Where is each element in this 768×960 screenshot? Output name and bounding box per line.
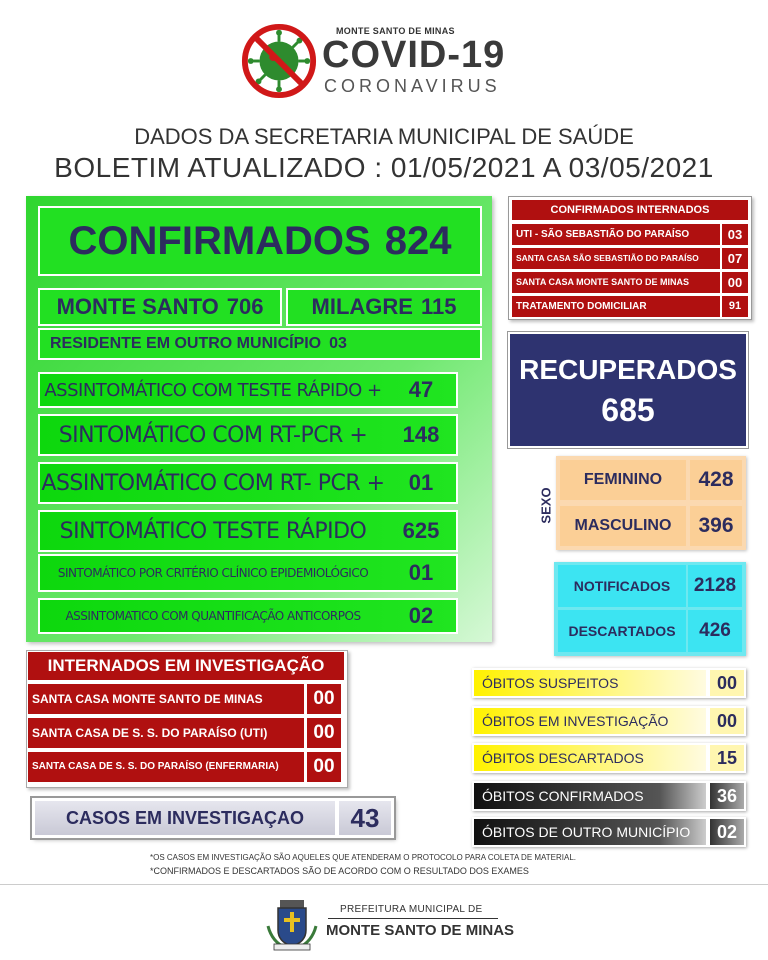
category-value: 01	[408, 470, 434, 495]
city-value: 706	[226, 294, 264, 319]
city-label: MONTE SANTO	[56, 294, 219, 319]
cases-value: 43	[339, 801, 391, 835]
city-monte-santo	[38, 288, 282, 326]
recovered-label: RECUPERADOS	[519, 354, 737, 385]
category-value: 148	[402, 422, 440, 447]
deaths-label: ÓBITOS SUSPEITOS	[474, 670, 706, 696]
header-subtitle: CORONAVIRUS	[324, 76, 501, 96]
footnote: *OS CASOS EM INVESTIGAÇÃO SÃO AQUELES QUE ATENDERAM O PROTOCOLO PARA COLETA DE MATERIAL.	[150, 853, 577, 862]
deaths-value: 00	[710, 670, 744, 696]
investigation-title: INTERNADOS EM INVESTIGAÇÃO	[28, 652, 344, 680]
page-title: BOLETIM ATUALIZADO : 01/05/2021 A 03/05/2021	[54, 152, 714, 183]
category-row	[38, 414, 458, 456]
hospitalized-value: 03	[722, 224, 748, 245]
deaths-label: ÓBITOS DESCARTADOS	[474, 745, 706, 771]
hospitalized-row	[512, 296, 748, 317]
city-label: MILAGRE	[311, 294, 413, 319]
hospitalized-title: CONFIRMADOS INTERNADOS	[512, 200, 748, 220]
city-value: 115	[420, 294, 457, 319]
hospitalized-row	[512, 272, 748, 293]
category-label: SINTOMÁTICO POR CRITÉRIO CLÍNICO EPIDEMIOLÓGICO	[57, 566, 369, 580]
category-row	[38, 554, 458, 592]
cases-label: CASOS EM INVESTIGAÇAO	[35, 801, 335, 835]
investigation-label: SANTA CASA MONTE SANTO DE MINAS	[28, 684, 304, 714]
category-label: SINTOMÁTICO COM RT-PCR +	[58, 422, 368, 448]
deaths-value: 02	[710, 819, 744, 845]
footer-divider	[0, 884, 768, 885]
notification-row	[558, 565, 742, 607]
confirmed-label: CONFIRMADOS	[68, 218, 371, 263]
deaths-row	[472, 781, 746, 811]
investigation-value: 00	[307, 752, 341, 782]
category-row	[38, 372, 458, 408]
confirmed-total	[38, 206, 482, 276]
category-label: SINTOMÁTICO TESTE RÁPIDO	[59, 518, 367, 544]
category-row	[38, 510, 458, 552]
header-city: MONTE SANTO DE MINAS	[336, 26, 455, 36]
footer-prefecture: PREFEITURA MUNICIPAL DE	[340, 904, 483, 915]
hospitalized-label: UTI - SÃO SEBASTIÃO DO PARAÍSO	[512, 224, 720, 245]
category-row	[38, 598, 458, 634]
category-label: ASSINTOMÁTICO COM TESTE RÁPIDO +	[44, 379, 382, 401]
category-value: 02	[408, 603, 434, 628]
header	[0, 0, 768, 120]
category-label: ASSINTOMÁTICO COM RT- PCR +	[41, 470, 385, 496]
hospitalized-row	[512, 224, 748, 245]
recovered-value: 685	[601, 392, 655, 428]
sex-row-label: MASCULINO	[560, 506, 686, 546]
hospitalized-label: TRATAMENTO DOMICILIAR	[512, 296, 720, 317]
notification-value: 2128	[688, 565, 742, 607]
hospitalized-label: SANTA CASA SÃO SEBASTIÃO DO PARAÍSO	[512, 248, 720, 269]
virus-prohibited-icon	[240, 22, 318, 100]
notification-label: DESCARTADOS	[558, 610, 686, 652]
recovered-box	[508, 332, 748, 448]
header-brand: COVID-19	[322, 34, 506, 76]
hospitalized-value: 91	[722, 296, 748, 317]
deaths-row	[472, 743, 746, 773]
city-milagre	[286, 288, 482, 326]
category-value: 47	[408, 377, 434, 402]
deaths-label: ÓBITOS CONFIRMADOS	[474, 783, 706, 809]
footnote: *CONFIRMADOS E DESCARTADOS SÃO DE ACORDO COM O RESULTADO DOS EXAMES	[150, 866, 529, 876]
category-row	[38, 462, 458, 504]
cases-under-investigation	[32, 798, 394, 838]
investigation-row	[28, 684, 341, 714]
sex-row-label: FEMININO	[560, 460, 686, 500]
hospitalized-label: SANTA CASA MONTE SANTO DE MINAS	[512, 272, 720, 293]
hospitalized-value: 00	[722, 272, 748, 293]
deaths-label: ÓBITOS DE OUTRO MUNICÍPIO	[474, 819, 706, 845]
municipal-crest-icon	[264, 896, 320, 952]
page-subtitle: DADOS DA SECRETARIA MUNICIPAL DE SAÚDE	[134, 124, 634, 149]
footer-city: MONTE SANTO DE MINAS	[326, 922, 515, 939]
investigation-label: SANTA CASA DE S. S. DO PARAÍSO (UTI)	[28, 718, 304, 748]
investigation-row	[28, 718, 341, 748]
resident-other-city	[38, 328, 482, 360]
confirmed-value: 824	[384, 218, 452, 263]
investigation-row	[28, 752, 341, 782]
notification-label: NOTIFICADOS	[558, 565, 686, 607]
resident-label: RESIDENTE EM OUTRO MUNICÍPIO	[50, 335, 322, 352]
notification-value: 426	[688, 610, 742, 652]
sex-row-value: 428	[690, 460, 742, 500]
sex-row	[560, 506, 742, 546]
investigation-label: SANTA CASA DE S. S. DO PARAÍSO (ENFERMARIA)	[28, 752, 304, 782]
category-value: 01	[408, 560, 434, 585]
hospitalized-row	[512, 248, 748, 269]
sex-label: SEXO	[538, 487, 554, 524]
deaths-value: 36	[710, 783, 744, 809]
deaths-value: 00	[710, 708, 744, 734]
notification-row	[558, 610, 742, 652]
deaths-row	[472, 817, 746, 847]
deaths-row	[472, 668, 746, 698]
sex-row	[560, 460, 742, 500]
resident-value: 03	[329, 335, 347, 352]
footer-rule	[328, 918, 498, 919]
investigation-value: 00	[307, 718, 341, 748]
category-value: 625	[402, 518, 440, 543]
investigation-value: 00	[307, 684, 341, 714]
category-label: ASSINTOMATICO COM QUANTIFICAÇÃO ANTICORPOS	[65, 609, 361, 623]
hospitalized-value: 07	[722, 248, 748, 269]
deaths-row	[472, 706, 746, 736]
deaths-value: 15	[710, 745, 744, 771]
sex-row-value: 396	[690, 506, 742, 546]
deaths-label: ÓBITOS EM INVESTIGAÇÃO	[474, 708, 706, 734]
